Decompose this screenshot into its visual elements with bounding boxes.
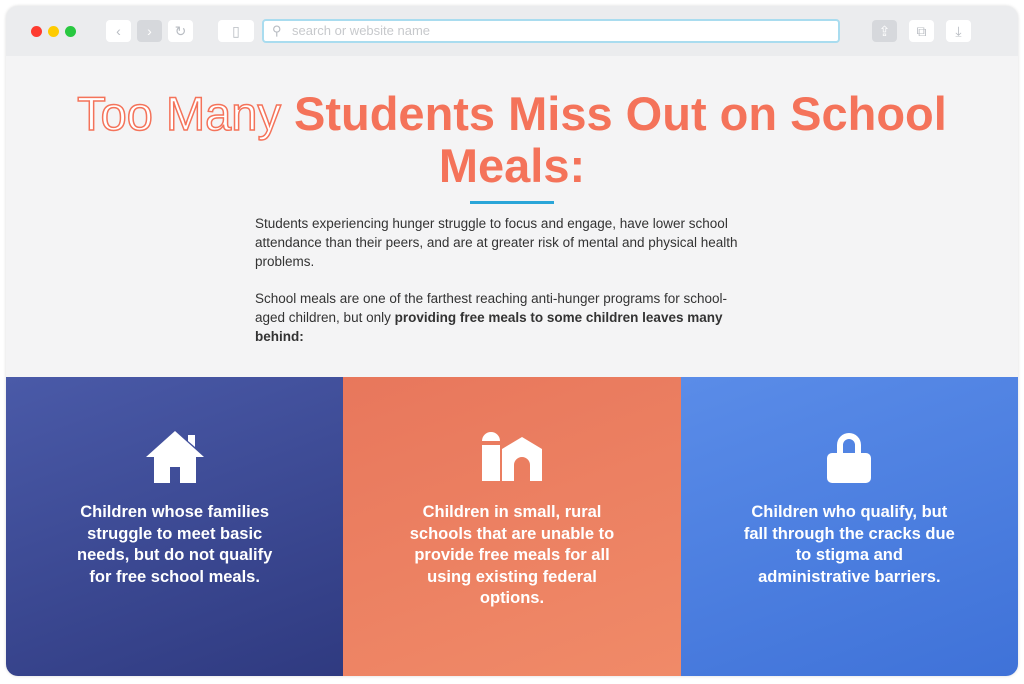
address-placeholder: search or website name: [292, 23, 431, 38]
sidebar-toggle-button[interactable]: ▯: [218, 20, 254, 42]
divider: [470, 201, 554, 204]
title-outline: Too Many: [77, 87, 281, 140]
panel-text: Children who qualify, but fall through the cracks due to stigma and administrative barriers.: [743, 503, 955, 586]
page-title: [6, 88, 1018, 192]
forward-button[interactable]: ›: [137, 20, 162, 42]
minimize-window-button[interactable]: [48, 26, 59, 37]
reload-button[interactable]: ↻: [168, 20, 193, 42]
lock-icon: [824, 429, 874, 485]
house-icon: [144, 429, 206, 485]
share-button[interactable]: ⇪: [872, 20, 897, 42]
farm-icon: [480, 429, 544, 485]
panels: [6, 377, 1018, 676]
back-button[interactable]: ‹: [106, 20, 131, 42]
maximize-window-button[interactable]: [65, 26, 76, 37]
p2-text: School meals are one of the farthest reaching anti-hunger programs for school-aged children, but only: [255, 291, 728, 325]
tabs-button[interactable]: ⧉: [909, 20, 934, 42]
intro-paragraph: Students experiencing hunger struggle to focus and engage, have lower school attendance than their peers, and are at greater risk of mental and physical health problems.: [255, 216, 738, 269]
browser-toolbar: [6, 6, 1018, 56]
intro-paragraph-2: [255, 289, 755, 346]
panel-rural: [343, 377, 680, 676]
address-bar[interactable]: [262, 19, 840, 43]
search-icon: ⚲: [272, 23, 282, 38]
panel-stigma: [681, 377, 1018, 676]
panel-text: Children in small, rural schools that are unable to provide free meals for all using existing federal options.: [409, 503, 615, 607]
p2-bold: providing free meals to some children leaves many behind:: [255, 310, 723, 344]
close-window-button[interactable]: [31, 26, 42, 37]
panel-families: [6, 377, 343, 676]
download-button[interactable]: ⤓: [946, 20, 971, 42]
panel-text: Children whose families struggle to meet basic needs, but do not qualify for free school meals.: [77, 503, 273, 586]
browser-window: [6, 6, 1018, 676]
title-solid: Students Miss Out on School Meals:: [294, 87, 947, 192]
